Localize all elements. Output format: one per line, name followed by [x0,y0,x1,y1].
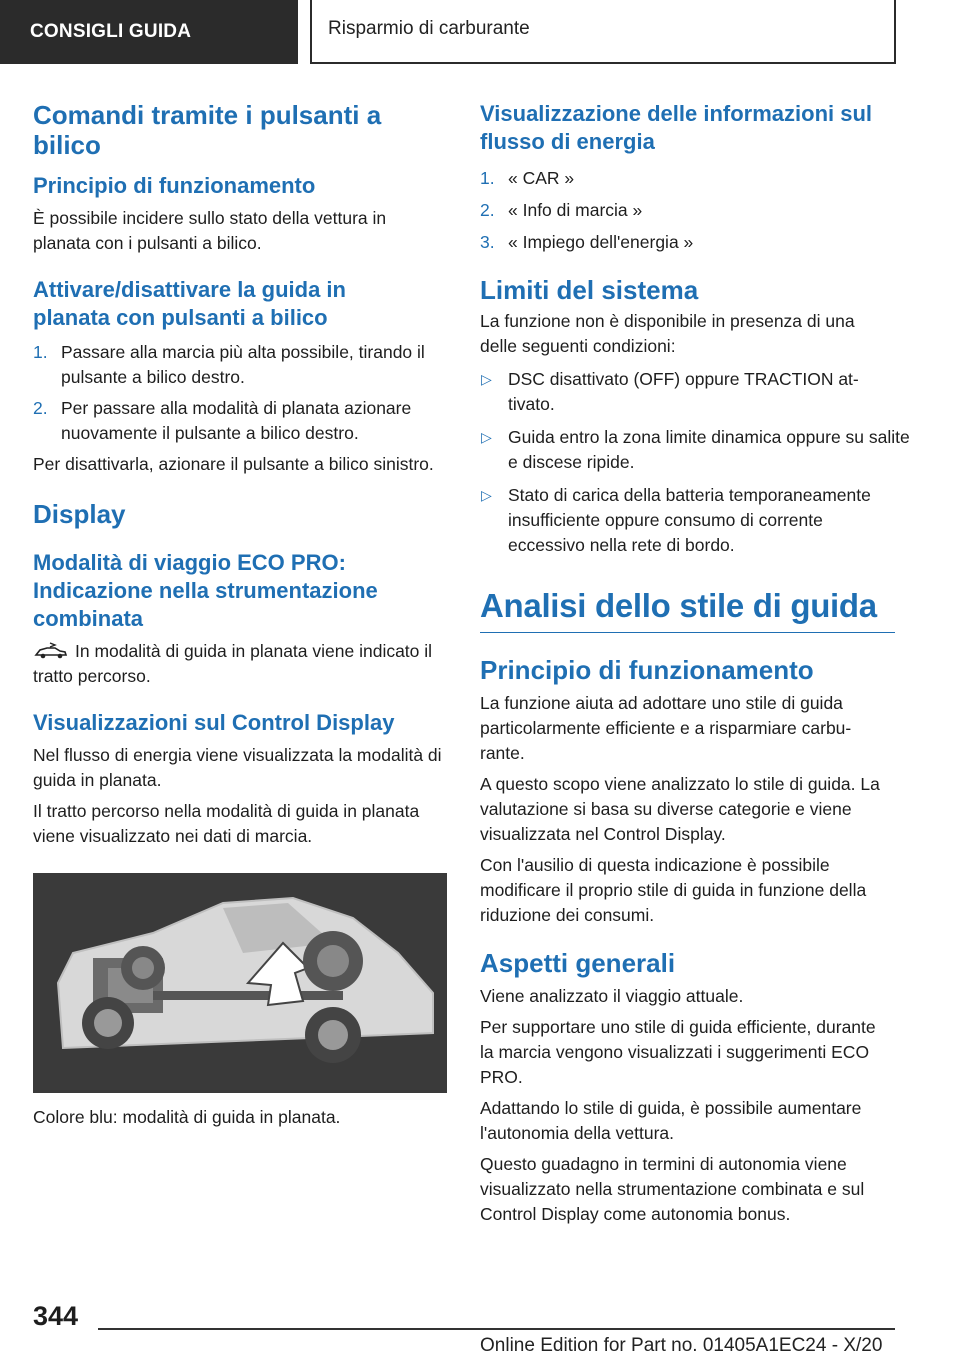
text-flusso: Nel flusso di energia viene visualizzata la modalità di guida in planata. [33,745,442,790]
condition-text: Stato di carica della batteria temporaneamente insufficiente oppure consumo di corrente eccessivo nella rete di bordo. [508,485,871,555]
menu-text: « Info di marcia » [508,200,643,220]
page-header [0,0,960,66]
steps-list [33,340,448,446]
text-adattando: Adattando lo stile di guida, è possibile aumentare l'autonomia della vettura. [480,1098,862,1143]
text-supportare: Per supportare uno stile di guida efficiente, durante la marcia vengono visualizzati i suggerimenti ECO PRO. [480,1017,876,1087]
list-item [480,483,883,558]
text-guadagno: Questo guadagno in termini di autonomia viene visualizzato nella strumentazione combinata e sul Control Display come autonomia bonus. [480,1154,865,1224]
bullet-triangle-icon: ▷ [481,429,492,445]
condition-text: Guida entro la zona limite dinamica oppure su salite e discese ripide. [508,427,910,472]
right-column [480,100,910,1227]
text-tratto: Il tratto percorso nella modalità di guida in planata viene visualizzato nei dati di marcia. [33,801,420,846]
text-modalita-content: In modalità di guida in planata viene indicato il tratto percorso. [33,641,433,686]
list-item [33,340,451,390]
page-number: 344 [33,1301,79,1331]
menu-text: « Impiego dell'energia » [508,232,694,252]
footer-divider [98,1328,895,1330]
left-column [33,100,448,1130]
menu-number: 2. [480,200,495,220]
list-item [480,198,895,223]
heading-attivare: Attivare/disattivare la guida in planata con pulsanti a bilico [33,277,346,330]
edition-text: Online Edition for Part no. 01405A1EC24 - X/20 [480,1335,883,1356]
text-modalita [33,639,445,689]
heading-visualizzazioni: Visualizzazioni sul Control Display [33,710,395,735]
section-title: CONSIGLI GUIDA [0,0,298,64]
heading-aspetti: Aspetti generali [480,948,676,978]
heading-analisi: Analisi dello stile di guida [480,586,895,633]
bullet-triangle-icon: ▷ [481,487,492,503]
figure-caption: Colore blu: modalità di guida in planata. [33,1107,341,1127]
heading-comandi: Comandi tramite i pulsanti a bilico [33,100,382,160]
text-scopo: A questo scopo viene analizzato lo stile di guida. La valutazione si basa su diverse categorie e viene visualizzata nel Control Display. [480,774,880,844]
text-aiuta: La funzione aiuta ad adottare uno stile di guida particolarmente efficiente e a risparmiare carburante. [480,693,852,763]
heading-limiti: Limiti del sistema [480,275,699,305]
menu-text: « CAR » [508,168,575,188]
topic-title: Risparmio di carburante [310,0,896,64]
menu-number: 3. [480,232,495,252]
heading-modalita: Modalità di viaggio ECO PRO: Indicazione nella strumentazione combinata [33,550,378,631]
text-limiti: La funzione non è disponibile in presenza di una delle seguenti condizioni: [480,311,855,356]
conditions-list [480,367,910,558]
step-number: 1. [33,342,48,362]
car-coasting-figure [33,873,447,1093]
step-text: Per passare alla modalità di planata azionare nuovamente il pulsante a bilico destro. [61,398,412,443]
text-disattivarla: Per disattivarla, azionare il pulsante a bilico sinistro. [33,454,434,474]
list-item [480,230,895,255]
list-item [480,166,895,191]
heading-visual-info: Visualizzazione delle informazioni sul flusso di energia [480,101,873,154]
menu-path-list [480,166,895,255]
car-illustration [33,873,447,1093]
text-viaggio: Viene analizzato il viaggio attuale. [480,986,744,1006]
list-item [33,396,441,446]
list-item [480,425,913,475]
text-principio: È possibile incidere sullo stato della vettura in planata con i pulsanti a bilico. [33,208,387,253]
step-text: Passare alla marcia più alta possibile, tirando il pulsante a bilico destro. [61,342,425,387]
list-item [480,367,898,417]
bullet-triangle-icon: ▷ [481,371,492,387]
heading-principio: Principio di funzionamento [33,173,316,198]
step-number: 2. [33,398,48,418]
condition-text: DSC disattivato (OFF) oppure TRACTION attivato. [508,369,859,414]
heading-principio-2: Principio di funzionamento [480,655,814,685]
text-ausilio: Con l'ausilio di questa indicazione è possibile modificare il proprio stile di guida in funzione della riduzione dei consumi. [480,855,867,925]
menu-number: 1. [480,168,495,188]
coasting-car-icon [33,642,69,660]
heading-display: Display [33,499,126,529]
